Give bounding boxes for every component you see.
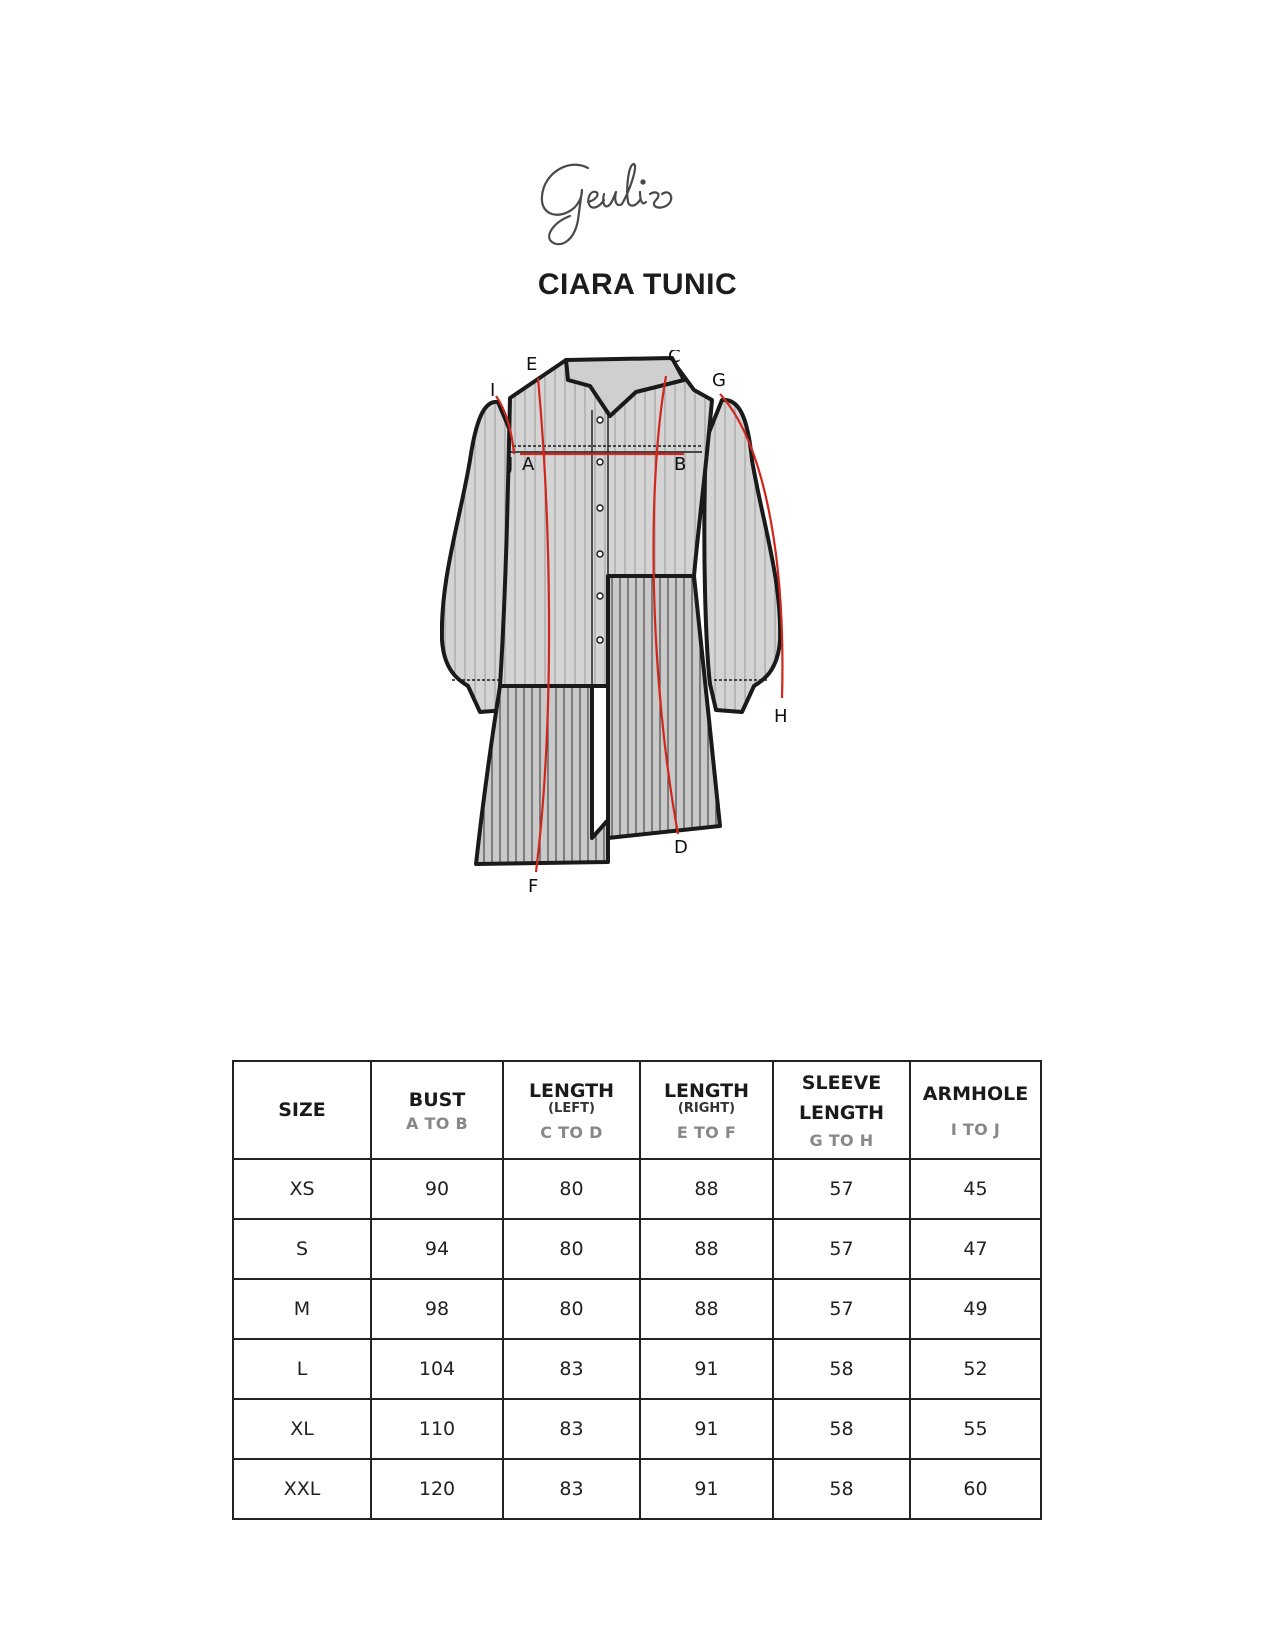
cell-bust: 120 <box>371 1459 503 1519</box>
cell-bust: 110 <box>371 1399 503 1459</box>
cell-sleeve-length: 57 <box>773 1279 910 1339</box>
cell-length-right: 88 <box>640 1279 773 1339</box>
table-row <box>233 1459 1041 1519</box>
cell-armhole: 45 <box>910 1159 1041 1219</box>
header-armhole: ARMHOLE I TO J <box>910 1061 1041 1159</box>
label-g: G <box>712 370 726 391</box>
header-sleeve-length: SLEEVE LENGTH G TO H <box>773 1061 910 1159</box>
size-chart-table <box>232 1060 1042 1520</box>
cell-armhole: 49 <box>910 1279 1041 1339</box>
table-row <box>233 1399 1041 1459</box>
cell-sleeve-length: 58 <box>773 1399 910 1459</box>
cell-bust: 90 <box>371 1159 503 1219</box>
cell-length-right: 91 <box>640 1459 773 1519</box>
cell-length-right: 88 <box>640 1159 773 1219</box>
cell-size: XS <box>233 1159 371 1219</box>
cell-sleeve-length: 58 <box>773 1459 910 1519</box>
cell-length-left: 83 <box>503 1399 640 1459</box>
cell-bust: 104 <box>371 1339 503 1399</box>
cell-armhole: 52 <box>910 1339 1041 1399</box>
label-e: E <box>526 354 538 375</box>
cell-bust: 94 <box>371 1219 503 1279</box>
cell-size: XXL <box>233 1459 371 1519</box>
garment-outline <box>442 358 780 864</box>
cell-armhole: 60 <box>910 1459 1041 1519</box>
header-length-left: LENGTH (LEFT) C TO D <box>503 1061 640 1159</box>
cell-length-left: 80 <box>503 1279 640 1339</box>
cell-size: L <box>233 1339 371 1399</box>
label-f: F <box>528 876 539 897</box>
cell-size: S <box>233 1219 371 1279</box>
cell-sleeve-length: 57 <box>773 1219 910 1279</box>
table-row <box>233 1279 1041 1339</box>
label-d: D <box>674 837 688 858</box>
cell-length-left: 83 <box>503 1339 640 1399</box>
label-a: A <box>522 454 535 475</box>
header-bust: BUST A TO B <box>371 1061 503 1159</box>
label-c: C <box>668 350 681 367</box>
garment-sketch <box>440 350 860 950</box>
label-h: H <box>774 706 788 727</box>
cell-length-left: 83 <box>503 1459 640 1519</box>
table-header-row <box>233 1061 1041 1159</box>
label-j: J <box>508 454 514 475</box>
header-size: SIZE <box>233 1061 371 1159</box>
cell-size: XL <box>233 1399 371 1459</box>
cell-bust: 98 <box>371 1279 503 1339</box>
table-row <box>233 1219 1041 1279</box>
cell-length-right: 91 <box>640 1339 773 1399</box>
table-row <box>233 1159 1041 1219</box>
cell-armhole: 55 <box>910 1399 1041 1459</box>
cell-length-right: 91 <box>640 1399 773 1459</box>
brand-logo <box>530 150 720 260</box>
label-i: I <box>490 380 496 401</box>
header-length-right: LENGTH (RIGHT) E TO F <box>640 1061 773 1159</box>
cell-length-right: 88 <box>640 1219 773 1279</box>
label-b: B <box>674 454 687 475</box>
cell-armhole: 47 <box>910 1219 1041 1279</box>
cell-size: M <box>233 1279 371 1339</box>
cell-sleeve-length: 58 <box>773 1339 910 1399</box>
cell-length-left: 80 <box>503 1159 640 1219</box>
table-row <box>233 1339 1041 1399</box>
product-title: CIARA TUNIC <box>537 268 738 301</box>
cell-sleeve-length: 57 <box>773 1159 910 1219</box>
cell-length-left: 80 <box>503 1219 640 1279</box>
